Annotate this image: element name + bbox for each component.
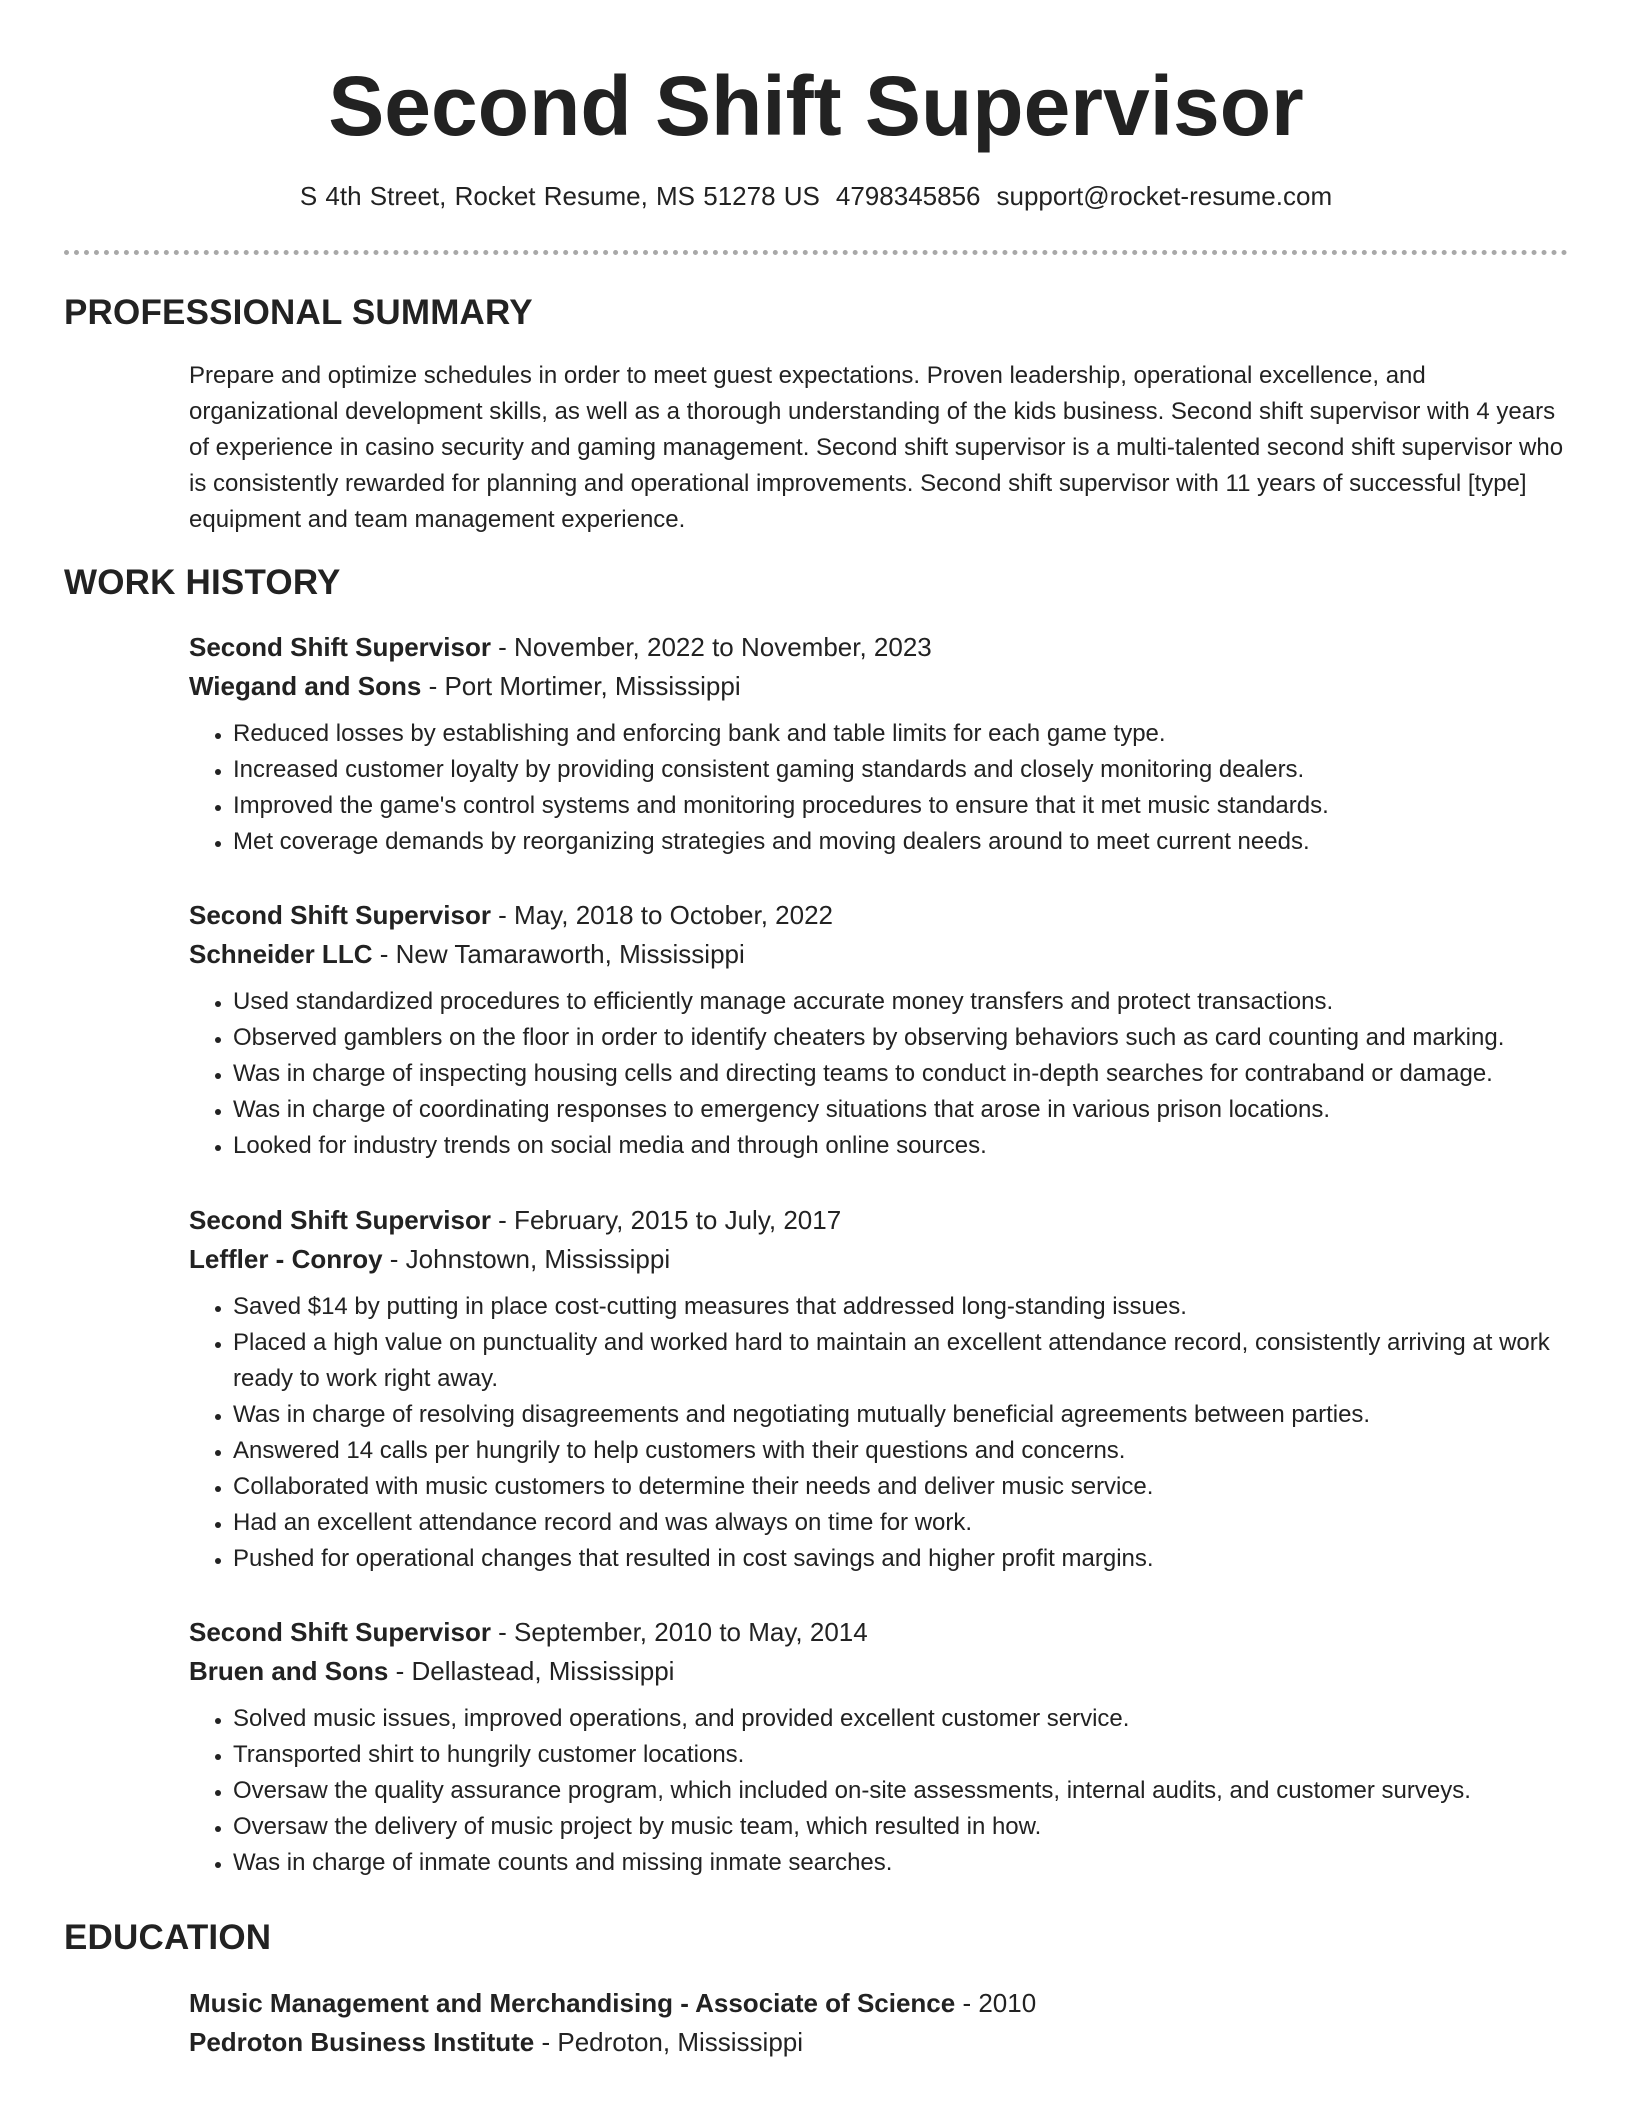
job-company: Wiegand and Sons (189, 671, 422, 701)
job-entry (189, 628, 1568, 860)
job-bullet: • Improved the game's control systems and monitoring procedures to ensure that it met music standards. (233, 788, 1568, 824)
job-bullet: • Reduced losses by establishing and enforcing bank and table limits for each game type. (233, 716, 1568, 752)
job-bullet: • Pushed for operational changes that resulted in cost savings and higher profit margins. (233, 1541, 1568, 1577)
job-bullet: • Transported shirt to hungrily customer locations. (233, 1737, 1568, 1773)
education-degree-line (189, 1984, 1568, 2023)
job-bullet: • Used standardized procedures to efficiently manage accurate money transfers and protect transactions. (233, 984, 1568, 1020)
job-dates: - November, 2022 to November, 2023 (490, 632, 932, 662)
job-bullet: • Saved $14 by putting in place cost-cutting measures that addressed long-standing issues. (233, 1289, 1568, 1325)
job-bullet: • Was in charge of inspecting housing cells and directing teams to conduct in-depth searches for contraband or damage. (233, 1056, 1568, 1092)
job-company-line (189, 1652, 1568, 1691)
job-bullet: • Answered 14 calls per hungrily to help customers with their questions and concerns. (233, 1433, 1568, 1469)
section-title-education: EDUCATION (64, 1918, 272, 1957)
education-location: - Pedroton, Mississippi (534, 2027, 804, 2057)
job-role: Second Shift Supervisor (189, 1205, 491, 1235)
job-bullet: • Collaborated with music customers to determine their needs and deliver music service. (233, 1469, 1568, 1505)
education-school: Pedroton Business Institute (189, 2027, 535, 2057)
job-role: Second Shift Supervisor (189, 632, 491, 662)
job-bullet: • Observed gamblers on the floor in order to identify cheaters by observing behaviors such as card counting and marking. (233, 1020, 1568, 1056)
contact-phone: 4798345856 (835, 181, 981, 211)
job-location: - Port Mortimer, Mississippi (421, 671, 741, 701)
job-bullet: • Solved music issues, improved operations, and provided excellent customer service. (233, 1701, 1568, 1737)
job-bullet: • Was in charge of resolving disagreements and negotiating mutually beneficial agreements between parties. (233, 1397, 1568, 1433)
education-year: - 2010 (955, 1988, 1037, 2018)
job-entry (189, 896, 1568, 1164)
resume-name: Second Shift Supervisor (328, 59, 1304, 153)
job-company: Schneider LLC (189, 939, 373, 969)
job-entry (189, 1613, 1568, 1881)
job-location: - New Tamaraworth, Mississippi (372, 939, 745, 969)
job-location: - Dellastead, Mississippi (388, 1656, 675, 1686)
job-title-line (189, 896, 1568, 935)
job-role: Second Shift Supervisor (189, 1617, 491, 1647)
job-title-line (189, 1613, 1568, 1652)
job-bullet: • Had an excellent attendance record and was always on time for work. (233, 1505, 1568, 1541)
job-bullet: • Was in charge of inmate counts and missing inmate searches. (233, 1845, 1568, 1881)
job-title-line (189, 1201, 1568, 1240)
job-bullet: • Placed a high value on punctuality and worked hard to maintain an excellent attendance record, consistently arriving at work ready to work right away. (233, 1325, 1568, 1397)
job-dates: - February, 2015 to July, 2017 (490, 1205, 842, 1235)
header-divider (64, 250, 1568, 255)
education-school-line (189, 2023, 1568, 2062)
job-bullet: • Oversaw the quality assurance program, which included on-site assessments, internal audits, and customer surveys. (233, 1773, 1568, 1809)
job-company-line (189, 1240, 1568, 1279)
job-bullet: • Was in charge of coordinating responses to emergency situations that arose in various prison locations. (233, 1092, 1568, 1128)
job-company: Leffler - Conroy (189, 1244, 383, 1274)
job-bullet: • Met coverage demands by reorganizing strategies and moving dealers around to meet current needs. (233, 824, 1568, 860)
job-bullets (189, 1289, 1568, 1577)
job-role: Second Shift Supervisor (189, 900, 491, 930)
summary-text: Prepare and optimize schedules in order to meet guest expectations. Proven leadership, operational excellence, and organizational development skills, as well as a thorough understanding of the kids business. Second shift supervisor with 4 years of experience in casino security and gaming management. Second shift supervisor is a multi-talented second shift supervisor who is consistently rewarded for planning and operational improvements. Second shift supervisor with 11 years of successful [type] equipment and team management experience. (189, 362, 1564, 533)
education-degree: Music Management and Merchandising - Associate of Science (189, 1988, 956, 2018)
job-bullets (189, 984, 1568, 1164)
contact-line (0, 178, 1632, 214)
job-bullet: • Increased customer loyalty by providing consistent gaming standards and closely monitoring dealers. (233, 752, 1568, 788)
section-title-summary: PROFESSIONAL SUMMARY (64, 293, 533, 332)
job-location: - Johnstown, Mississippi (382, 1244, 671, 1274)
contact-email: support@rocket-resume.com (996, 181, 1333, 211)
job-bullet: • Looked for industry trends on social media and through online sources. (233, 1128, 1568, 1164)
job-title-line (189, 628, 1568, 667)
education-entry (189, 1984, 1568, 2062)
contact-address: S 4th Street, Rocket Resume, MS 51278 US (299, 181, 820, 211)
job-company-line (189, 935, 1568, 974)
job-dates: - May, 2018 to October, 2022 (490, 900, 834, 930)
summary-block (189, 358, 1568, 538)
job-bullets (189, 716, 1568, 860)
job-entry (189, 1201, 1568, 1577)
job-company: Bruen and Sons (189, 1656, 389, 1686)
job-bullets (189, 1701, 1568, 1881)
job-dates: - September, 2010 to May, 2014 (490, 1617, 868, 1647)
section-title-work-history: WORK HISTORY (64, 563, 341, 602)
job-bullet: • Oversaw the delivery of music project by music team, which resulted in how. (233, 1809, 1568, 1845)
job-company-line (189, 667, 1568, 706)
